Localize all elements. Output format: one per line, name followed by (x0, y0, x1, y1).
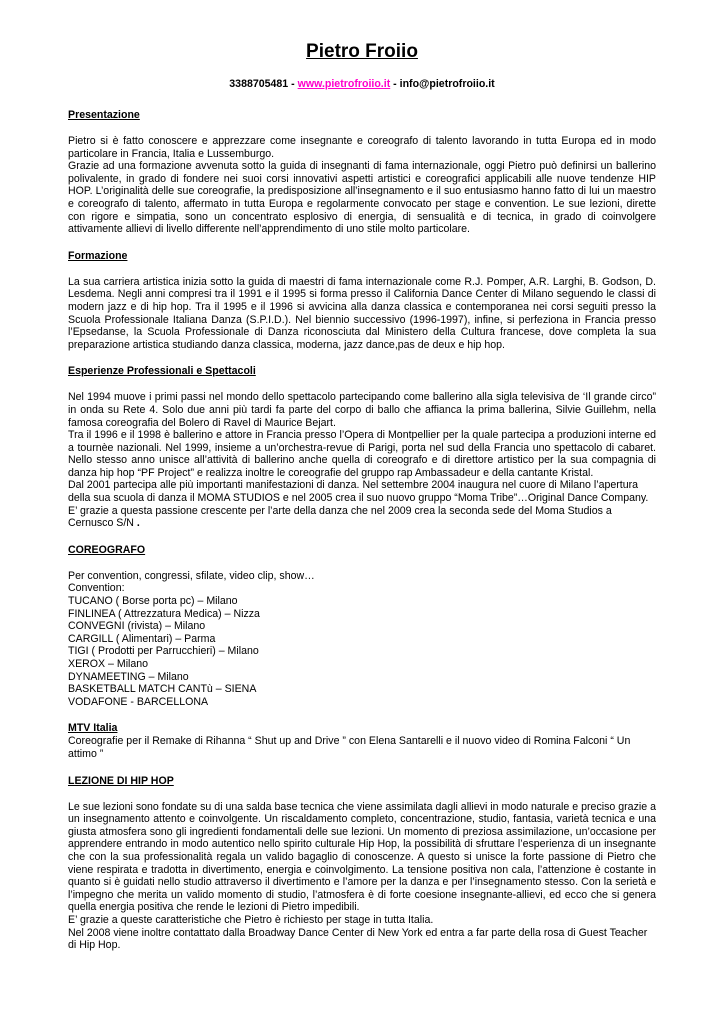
lezione-paragraph: Nel 2008 viene inoltre contattato dalla Broadway Dance Center di New York ed entra a far parte della rosa di Guest Teacher di Hip Hop. (68, 926, 648, 952)
mtv-paragraph: Coreografie per il Remake di Rihanna “ Shut up and Drive ” con Elena Santarelli e il nuovo video di Romina Falconi “ Un attimo ” (68, 735, 631, 760)
contact-line (68, 78, 656, 91)
esperienze-paragraph: Tra il 1996 e il 1998 è ballerino e attore in Francia presso l’Opera di Montpellier per la quale partecipa a produzioni interne ed a tournèe nazionali. Nel 1999, insieme a un’orchestra-revue di Parigi, porta nel sud della Francia uno spettacolo di cabaret. Nello stesso anno unisce all’attività di ballerino anche quella di coreografo e di direttore artistico per la sua compagnia di danza hip hop “PF Project” e realizza inoltre le coreografie del gruppo rap Ambassadeur e della cantante Kristal. (68, 429, 656, 479)
esperienze-period: . (136, 517, 140, 530)
convention-item: DYNAMEETING – Milano (68, 670, 189, 683)
formazione-paragraph: La sua carriera artistica inizia sotto la guida di maestri di fama internazionale come R.J. Pomper, A.R. Larghi, B. Godson, D. Lesdema. Negli anni compresi tra il 1991 e il 1995 si forma presso il California Dance Center di Milano seguendo le classi di modern jazz e di hip hop. Tra il 1995 e il 1996 si avvicina alla danza classica e contemporanea nei corsi seguiti presso la Scuola Professionale Italiana Danza (S.P.I.D.). Nel biennio successivo (1996-1997), infine, si perfeziona in Francia presso l’Epsedanse, la Scuola Professionale di Danza riconosciuta dal Ministero della Cultura francese, dove completa la sua preparazione artistica studiando danza classica, moderna, jazz dance,pas de deux e hip hop. (68, 275, 656, 351)
convention-item: TIGI ( Prodotti per Parrucchieri) – Milano (68, 645, 259, 658)
convention-list (68, 595, 656, 708)
presentazione-paragraph: Grazie ad una formazione avvenuta sotto la guida di insegnanti di fama internazionale, oggi Pietro può definirsi un ballerino polivalente, in grado di fondere nei suoi corsi innovativi aspetti artistici e coreografici applicabili alle nuove tendenze HIP HOP. L’originalità delle sue coreografie, la predisposizione all’insegnamento e il suo entusiasmo hanno fatto di lui un maestro e coreografo di talento, affermato in tutta Europa e regolarmente convocato per stage e convention. Le sue lezioni, dirette con rigore e simpatia, sono un concentrato esplosivo di energia, di sensualità e di tecnica, in grado di coinvolgere attivamente allievi di livello differente nell’apprendimento di uno stile molto particolare. (68, 160, 656, 236)
page-title: Pietro Froiio (306, 41, 418, 62)
phone-number: 3388705481 (229, 78, 289, 90)
section-heading-coreografo: COREOGRAFO (68, 543, 146, 556)
contact-separator: - (390, 78, 400, 90)
convention-item: CONVEGNI (rivista) – Milano (68, 620, 206, 633)
esperienze-paragraph: Dal 2001 partecipa alle più importanti manifestazioni di danza. Nel settembre 2004 inaugura nel cuore di Milano l’apertura della sua scuola di danza il MOMA STUDIOS e nel 2005 crea il suo nuovo gruppo “Moma Tribe”…Original Dance Company. (68, 479, 649, 505)
email-address: info@pietrofroiio.it (399, 78, 495, 90)
section-heading-lezione: LEZIONE DI HIP HOP (68, 774, 174, 787)
section-heading-esperienze: Esperienze Professionali e Spettacoli (68, 365, 256, 378)
lezione-paragraph: E’ grazie a queste caratteristiche che Pietro è richiesto per stage in tutta Italia. (68, 913, 434, 926)
esperienze-paragraph: Nel 1994 muove i primi passi nel mondo dello spettacolo partecipando come ballerino alla sigla televisiva de ‘Il grande circo” in onda su Rete 4. Solo due anni più tardi fa parte del corpo di ballo che affianca la prima ballerina, Silvie Guillehm, nella famosa coreografia del Bolero di Ravel di Maurice Bejart. (68, 391, 656, 429)
convention-item: BASKETBALL MATCH CANTù – SIENA (68, 683, 257, 696)
section-heading-mtv: MTV Italia (68, 722, 118, 735)
contact-separator: - (288, 78, 298, 90)
document-page (68, 40, 656, 952)
convention-label: Convention: (68, 582, 125, 595)
esperienze-text: E’ grazie a questa passione crescente per l’arte della danza che nel 2009 crea la seconda sede del Moma Studios a Cernusco S/N (68, 504, 612, 530)
esperienze-paragraph (68, 505, 656, 530)
coreografo-intro: Per convention, congressi, sfilate, video clip, show… (68, 569, 315, 582)
convention-item: XEROX – Milano (68, 658, 149, 670)
presentazione-paragraph: Pietro si è fatto conoscere e apprezzare come insegnante e coreografo di talento lavorando in tutta Europa ed in modo particolare in Francia, Italia e Lussemburgo. (68, 135, 656, 160)
website-link[interactable]: www.pietrofroiio.it (297, 78, 391, 90)
convention-item: VODAFONE - BARCELLONA (68, 695, 209, 708)
section-heading-formazione: Formazione (68, 249, 128, 262)
lezione-paragraph: Le sue lezioni sono fondate su di una salda base tecnica che viene assimilata dagli allievi in modo naturale e preciso grazie a un insegnamento attento e coinvolgente. Un riscaldamento completo, concentrazione, studio, fantasia, varietà tecnica e una giusta atmosfera sono gli ingredienti fondamentali delle sue lezioni. Un momento di preziosa assimilazione, un’occasione per apprendere entrando in modo autentico nello spirito culturale Hip Hop, la possibilità di sfruttare l’esperienza di un insegnante che con la sua professionalità regala un valido bagaglio di conoscenze. A questo si unisce la forte passione di Pietro che viene respirata e tradotta in divertimento, energia e coinvolgimento. La tensione positiva non cala, l’attenzione è costante in quanto si è guidati nello studio attraverso il divertimento e l’amore per la danza e per l’insegnamento stesso. Con la serietà e l’impegno che merita un valido momento di studio, l’atmosfera è di forte coesione insegnante-allievi, ed ecco che si genera quella energia positiva che rende le lezioni di Pietro impedibili. (68, 800, 656, 914)
convention-item: CARGILL ( Alimentari) – Parma (68, 632, 216, 645)
section-heading-presentazione: Presentazione (68, 109, 140, 121)
convention-item: TUCANO ( Borse porta pc) – Milano (68, 595, 238, 608)
convention-item: FINLINEA ( Attrezzatura Medica) – Nizza (68, 607, 260, 620)
